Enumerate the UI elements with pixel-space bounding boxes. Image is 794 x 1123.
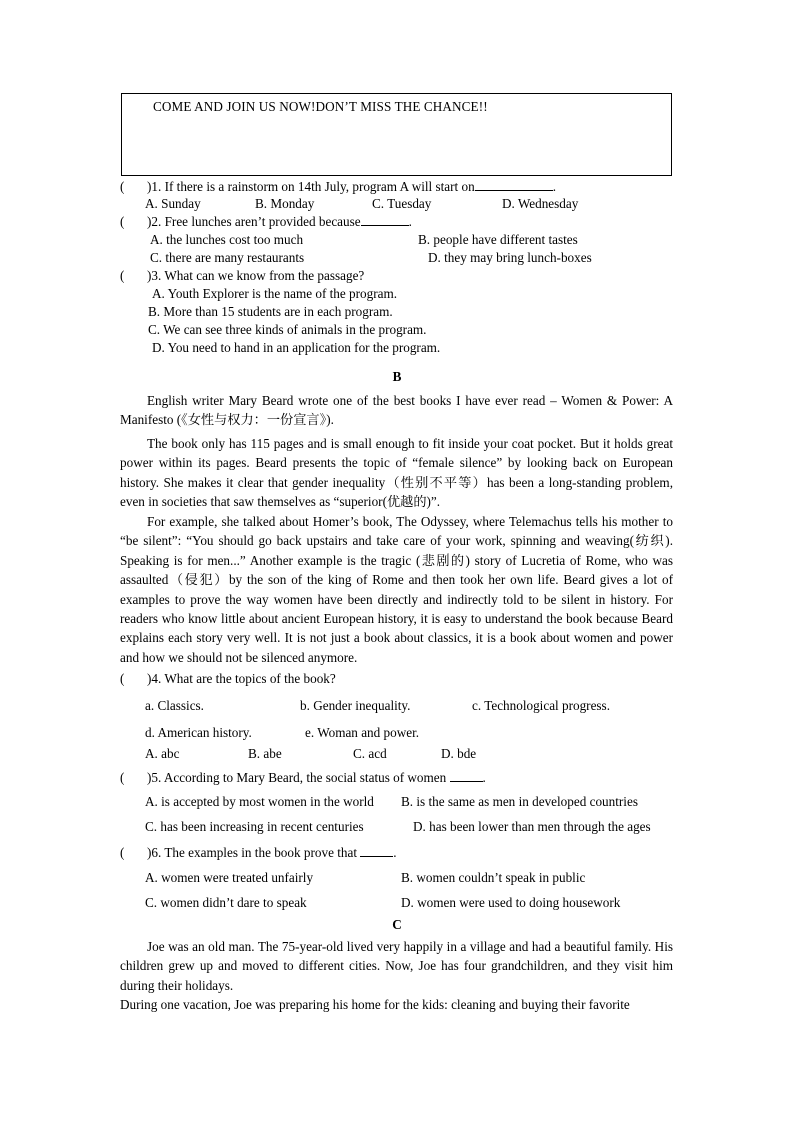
question-2-option-b[interactable]: B. people have different tastes	[418, 232, 578, 247]
question-5-option-c[interactable]: C. has been increasing in recent centuries	[145, 819, 364, 834]
question-4-sub-d[interactable]: d. American history.	[145, 725, 252, 740]
answer-paren-5[interactable]: (	[120, 770, 125, 785]
question-2-period: .	[408, 214, 412, 229]
question-1-option-b[interactable]: B. Monday	[255, 196, 315, 211]
question-5-period: .	[482, 770, 486, 785]
answer-paren-1[interactable]: (	[120, 179, 125, 194]
question-6-period: .	[393, 845, 397, 860]
question-6-option-d[interactable]: D. women were used to doing housework	[401, 895, 621, 910]
question-2-option-a[interactable]: A. the lunches cost too much	[150, 232, 304, 247]
question-1-text: If there is a rainstorm on 14th July, program A will start on	[164, 179, 475, 194]
section-c-heading: C	[392, 917, 402, 932]
question-6-option-c[interactable]: C. women didn’t dare to speak	[145, 895, 307, 910]
question-5-text: According to Mary Beard, the social status of women	[163, 770, 447, 785]
question-2-option-c[interactable]: C. there are many restaurants	[150, 250, 305, 265]
question-6-option-a[interactable]: A. women were treated unfairly	[145, 870, 314, 885]
section-b-paragraph-3: For example, she talked about Homer’s book, The Odyssey, where Telemachus tells his mother to “be silent”: “You should go back upstairs and take care of your work, spinning and weaving(纺织). Speaking is for men...” Another example is the tragic (悲剧的) story of Lucretia of Rome, who was assaulted（侵犯）by the son of the king of Rome and then took her own life. Beard gives a lot of examples to prove the way women have been directly and indirectly told to be silent in history. For readers who know little about ancient European history, it is easy to understand the book because Beard explains each story very well. It is not just a book about classics, it is a book about women and power and how we should not be silenced anymore.	[120, 514, 673, 665]
question-2-option-d[interactable]: D. they may bring lunch-boxes	[428, 250, 592, 265]
question-6-options-row-1	[145, 869, 585, 887]
question-2-options-row-2	[150, 249, 592, 267]
promo-headline: COME AND JOIN US NOW!DON’T MISS THE CHANCE!!	[153, 99, 488, 114]
section-b-paragraph-1: English writer Mary Beard wrote one of the best books I have ever read – Women & Power: A Manifesto (《女性与权力：一份宣言》).	[120, 393, 673, 428]
question-2-text: Free lunches aren’t provided because	[164, 214, 361, 229]
question-4-number: )4.	[147, 671, 162, 686]
question-1-blank	[475, 190, 553, 191]
question-3-number: )3.	[147, 268, 162, 283]
answer-paren-2[interactable]: (	[120, 214, 125, 229]
promo-box	[121, 93, 672, 176]
question-1-option-d[interactable]: D. Wednesday	[502, 196, 579, 211]
question-4-subitems-row-2	[145, 724, 419, 742]
question-1-number: )1.	[147, 179, 162, 194]
question-2-number: )2.	[147, 214, 162, 229]
answer-paren-6[interactable]: (	[120, 845, 125, 860]
question-1-period: .	[552, 179, 556, 194]
question-6-options-row-2	[145, 894, 620, 912]
question-6-blank	[360, 856, 393, 857]
question-3-option-a[interactable]: A. Youth Explorer is the name of the program.	[152, 286, 398, 301]
section-b-heading: B	[392, 369, 402, 384]
question-6-text: The examples in the book prove that	[164, 845, 357, 860]
question-2-stem	[120, 213, 412, 231]
question-5-options-row-1	[145, 793, 638, 811]
question-3-option-d[interactable]: D. You need to hand in an application for the program.	[152, 340, 441, 355]
question-4-sub-c[interactable]: c. Technological progress.	[472, 698, 610, 713]
question-5-option-a[interactable]: A. is accepted by most women in the world	[145, 794, 374, 809]
question-4-sub-a[interactable]: a. Classics.	[145, 698, 204, 713]
question-3-option-b[interactable]: B. More than 15 students are in each program.	[148, 304, 393, 319]
question-5-option-d[interactable]: D. has been lower than men through the ages	[413, 819, 651, 834]
question-2-blank	[361, 225, 409, 226]
question-1-option-c[interactable]: C. Tuesday	[372, 196, 432, 211]
question-6-stem	[120, 844, 397, 862]
question-4-text: What are the topics of the book?	[164, 671, 336, 686]
question-1-stem	[120, 178, 556, 196]
answer-paren-3[interactable]: (	[120, 268, 125, 283]
question-5-number: )5.	[147, 770, 162, 785]
question-3-option-c[interactable]: C. We can see three kinds of animals in the program.	[148, 322, 427, 337]
section-c-paragraph-1: Joe was an old man. The 75-year-old lived very happily in a village and had a beautiful family. His children grew up and moved to different cities. Now, Joe has four grandchildren, and they visit him during their holidays.	[120, 939, 673, 993]
question-4-stem	[120, 670, 336, 688]
question-4-sub-e[interactable]: e. Woman and power.	[305, 725, 420, 740]
question-3-text: What can we know from the passage?	[164, 268, 365, 283]
question-4-options	[145, 745, 476, 763]
question-5-stem	[120, 769, 486, 787]
question-1-option-a[interactable]: A. Sunday	[145, 196, 201, 211]
question-4-option-a[interactable]: A. abc	[145, 746, 180, 761]
question-6-option-b[interactable]: B. women couldn’t speak in public	[401, 870, 586, 885]
section-c-paragraph-2: During one vacation, Joe was preparing his home for the kids: cleaning and buying their favorite	[120, 997, 630, 1012]
question-4-subitems-row-1	[145, 697, 610, 715]
question-5-blank	[450, 781, 483, 782]
question-4-option-b[interactable]: B. abe	[248, 746, 282, 761]
question-5-option-b[interactable]: B. is the same as men in developed countries	[401, 794, 638, 809]
question-6-number: )6.	[147, 845, 162, 860]
question-5-options-row-2	[145, 818, 651, 836]
question-1-options	[145, 195, 578, 213]
question-4-sub-b[interactable]: b. Gender inequality.	[300, 698, 411, 713]
answer-paren-4[interactable]: (	[120, 671, 125, 686]
question-3-stem	[120, 267, 364, 285]
question-2-options-row-1	[150, 231, 578, 249]
section-b-paragraph-2: The book only has 115 pages and is small enough to fit inside your coat pocket. But it holds great power within its pages. Beard presents the topic of “female silence” by looking back on European history. She makes it clear that gender inequality（性别不平等）has been a long-standing problem, even in societies that saw themselves as “superior(优越的)”.	[120, 436, 673, 510]
question-4-option-c[interactable]: C. acd	[353, 746, 387, 761]
question-4-option-d[interactable]: D. bde	[441, 746, 477, 761]
